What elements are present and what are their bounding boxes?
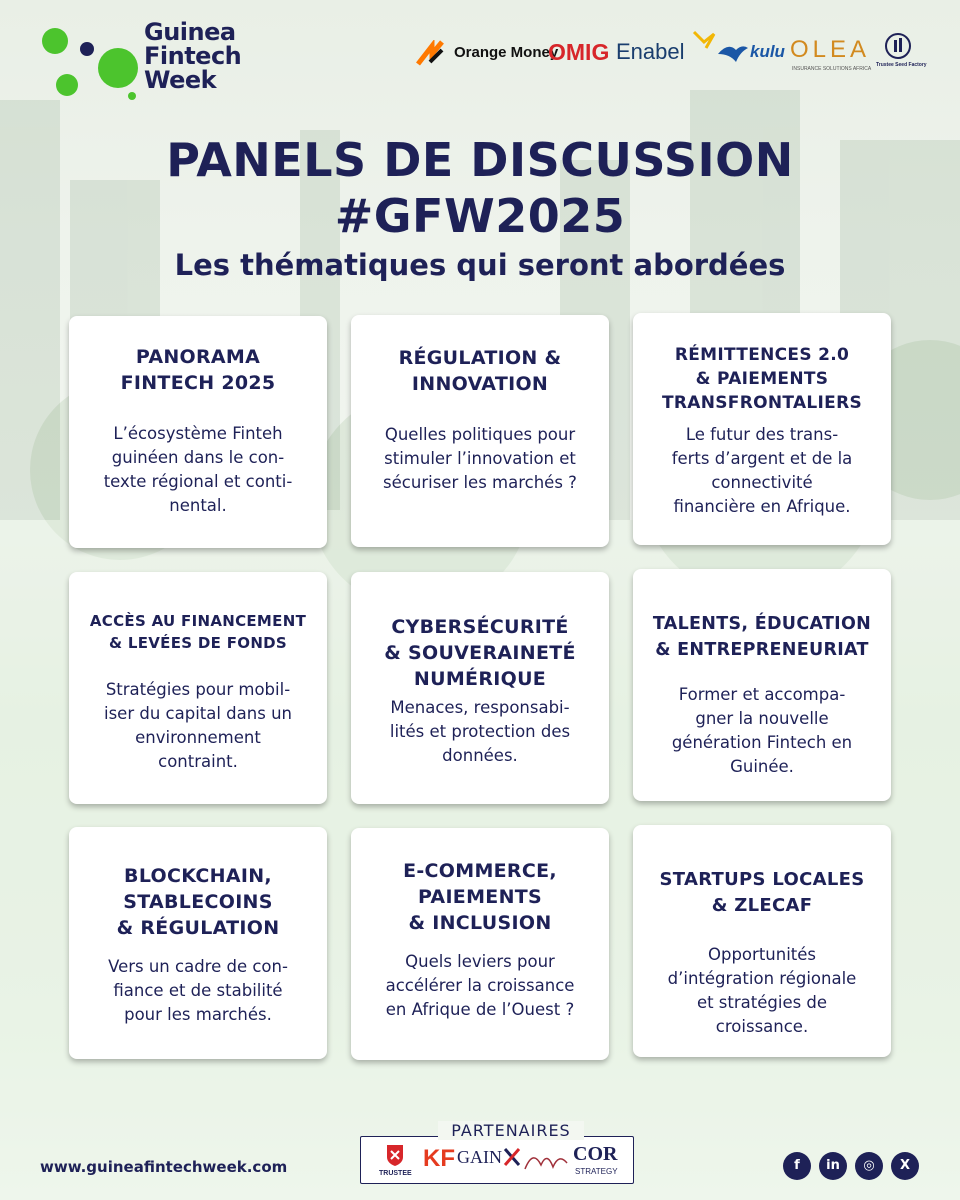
panel-title-line: STARTUPS LOCALES (659, 869, 865, 890)
panel-description-line: Vers un cadre de con- (108, 957, 288, 976)
logo-dot (42, 28, 68, 54)
panel-title (365, 614, 595, 692)
orange-money-logo: Orange Money (454, 44, 559, 61)
kulu-bird-icon (716, 40, 750, 64)
panel-card-ecommerce (351, 828, 609, 1060)
signature-logo-icon (523, 1145, 569, 1175)
logo-wordmark (144, 20, 241, 92)
panel-description (647, 943, 877, 1039)
panel-description-line: lités et protection des (389, 722, 571, 741)
panel-title-line: E-COMMERCE, (403, 860, 557, 882)
cor-logo: COR (573, 1143, 618, 1165)
panel-description-line: connectivité (711, 473, 813, 492)
panel-description (647, 683, 877, 779)
panel-title-line: & ZLECAF (711, 895, 813, 916)
panel-card-panorama-fintech (69, 316, 327, 548)
omig-logo: OMIG (548, 39, 610, 65)
panel-description-line: Former et accompa- (678, 685, 846, 704)
panel-title-line: INNOVATION (411, 373, 549, 395)
panel-description-line: nental. (169, 496, 227, 515)
panel-card-cybersecurite (351, 572, 609, 804)
panel-title (365, 345, 595, 397)
panel-description (365, 696, 595, 768)
panel-description-line: Guinée. (730, 757, 794, 776)
sponsor-logos (414, 30, 934, 80)
hashtag-title: #GFW2025 (334, 189, 626, 243)
panel-description-line: fiance et de stabilité (113, 981, 283, 1000)
panel-card-regulation-innovation (351, 315, 609, 547)
panel-description-line: stimuler l’innovation et (384, 449, 576, 468)
panel-title (83, 610, 313, 654)
logo-line: Guinea (144, 18, 236, 46)
panel-title-line: & INCLUSION (408, 912, 552, 934)
panel-description-line: ferts d’argent et de la (671, 449, 853, 468)
panel-description-line: génération Fintech en (671, 733, 853, 752)
panel-description-line: environnement (135, 728, 261, 747)
panel-title-line: PANORAMA (135, 346, 261, 368)
panel-description-line: texte régional et conti- (103, 472, 293, 491)
panel-description-line: d’intégration régionale (667, 969, 857, 988)
panel-description-line: financière en Afrique. (673, 497, 851, 516)
panel-description-line: et stratégies de (696, 993, 828, 1012)
gain-logo: GAIN (457, 1147, 502, 1167)
orange-money-icon (416, 40, 450, 66)
trustee-seed-factory-icon (884, 32, 912, 60)
panel-title (647, 343, 877, 415)
panel-description (83, 422, 313, 518)
panel-description-line: données. (442, 746, 518, 765)
panel-title-line: RÉGULATION & (398, 347, 562, 369)
panel-title-line: TRANSFRONTALIERS (661, 393, 863, 413)
enabel-mark-icon (692, 30, 718, 52)
guinea-fintech-week-logo (36, 18, 242, 108)
logo-line: Week (144, 66, 217, 94)
partners-label-text: PARTENAIRES (451, 1121, 571, 1140)
panel-description-line: Le futur des trans- (685, 425, 839, 444)
panel-description-line: sécuriser les marchés ? (383, 473, 577, 492)
x-twitter-icon[interactable]: X (891, 1152, 919, 1180)
kf-logo: KF (423, 1145, 455, 1172)
panel-title (83, 863, 313, 941)
panel-title (647, 611, 877, 663)
panel-title-line: & SOUVERAINETÉ (384, 642, 576, 664)
panel-description (647, 423, 877, 519)
gain-x-icon (503, 1147, 521, 1167)
panel-title-line: & ENTREPRENEURIAT (655, 640, 869, 660)
panel-description (83, 955, 313, 1027)
panel-title (365, 858, 595, 936)
panel-title-line: BLOCKCHAIN, (124, 865, 272, 887)
panel-title-line: PAIEMENTS (417, 886, 543, 908)
panel-title-line: NUMÉRIQUE (413, 668, 547, 690)
panel-description-line: Menaces, responsabi- (390, 698, 570, 717)
kulu-logo: kulu (750, 42, 785, 61)
panel-title-line: TALENTS, ÉDUCATION (652, 614, 872, 634)
panel-description-line: en Afrique de l’Ouest ? (385, 1000, 575, 1019)
olea-logo: OLEA (790, 36, 871, 63)
logo-dot (80, 42, 94, 56)
cor-tagline: STRATEGY (575, 1167, 618, 1176)
panel-description-line: contraint. (158, 752, 238, 771)
panel-description-line: Stratégies pour mobil- (105, 680, 291, 699)
logo-line: Fintech (144, 42, 242, 70)
panel-description-line: Opportunités (708, 945, 816, 964)
panel-title-line: STABLECOINS (123, 891, 273, 913)
logo-dot (56, 74, 78, 96)
trustee-shield-icon (383, 1143, 407, 1167)
website-link[interactable]: www.guineafintechweek.com (40, 1158, 288, 1176)
panel-description-line: Quels leviers pour (405, 952, 555, 971)
page-subtitle: Les thématiques qui seront abordées (174, 248, 786, 282)
trustee-label: TRUSTEE (379, 1170, 412, 1177)
panel-title-line: & PAIEMENTS (695, 369, 829, 389)
instagram-icon[interactable]: ◎ (855, 1152, 883, 1180)
panel-title-line: ACCÈS AU FINANCEMENT (89, 612, 307, 630)
partners-label (438, 1121, 584, 1140)
panel-description-line: L’écosystème Finteh (113, 424, 283, 443)
panel-description-line: guinéen dans le con- (111, 448, 285, 467)
facebook-icon[interactable]: f (783, 1152, 811, 1180)
panel-description-line: pour les marchés. (124, 1005, 272, 1024)
panel-description-line: Quelles politiques pour (384, 425, 576, 444)
panel-description-line: accélérer la croissance (385, 976, 575, 995)
panel-card-blockchain (69, 827, 327, 1059)
panel-card-talents (633, 569, 891, 801)
logo-dot (128, 92, 136, 100)
panel-description (365, 423, 595, 495)
panel-description-line: iser du capital dans un (104, 704, 292, 723)
trustee-seed-factory-label: Trustee Seed Factory (876, 62, 927, 68)
header (0, 132, 960, 282)
panel-card-remittances (633, 313, 891, 545)
panel-title-line: RÉMITTENCES 2.0 (674, 345, 850, 365)
panel-description (365, 950, 595, 1022)
panel-title-line: FINTECH 2025 (120, 372, 276, 394)
panel-card-startups (633, 825, 891, 1057)
linkedin-icon[interactable]: in (819, 1152, 847, 1180)
panel-description-line: gner la nouvelle (695, 709, 829, 728)
panel-title (647, 867, 877, 919)
panel-title-line: & LEVÉES DE FONDS (108, 634, 288, 652)
partners-logos (360, 1136, 634, 1184)
panel-title-line: CYBERSÉCURITÉ (391, 616, 569, 638)
panel-title (83, 344, 313, 396)
panel-title-line: & RÉGULATION (116, 917, 280, 939)
panel-description-line: croissance. (715, 1017, 809, 1036)
page-title: PANELS DE DISCUSSION (166, 133, 794, 187)
panel-description (83, 678, 313, 774)
enabel-logo: Enabel (616, 39, 685, 64)
olea-tagline: INSURANCE SOLUTIONS AFRICA (792, 66, 872, 72)
logo-dot (98, 48, 138, 88)
panel-card-financement (69, 572, 327, 804)
